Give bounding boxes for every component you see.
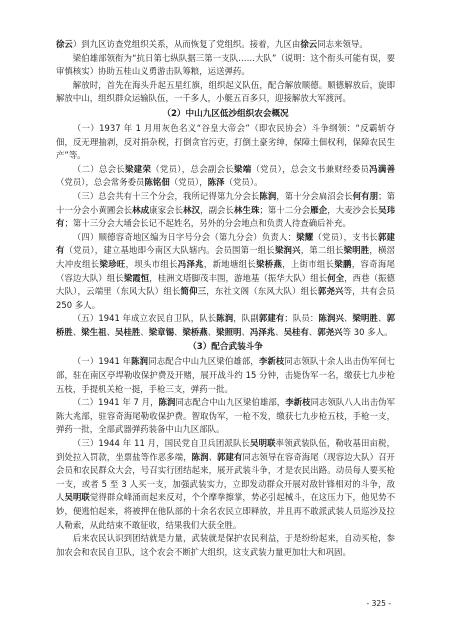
person-name: 何全 xyxy=(327,272,345,283)
person-name: 梁明胜 xyxy=(343,245,370,256)
person-name: 冯泽兆 xyxy=(249,326,276,337)
paragraph: 梁伯雄部领衔为“抗日第七纵队据三第一支队……大队”（说明：这个衔头可能有误，要审慎核实）协助五桂山义勇游击队筹粮，运送弹药。 xyxy=(56,52,395,77)
person-name: 郭建有 xyxy=(258,313,285,324)
person-name: 陈润 xyxy=(216,313,234,324)
paragraph: （三）总会共有十三个分会，我所记得第九分会长陈润，第十分会扁沼会长何有朋；第十一分会小黄圃会长林成康家会长林汉，副会长林生珠；第十二分会雁企，大麦沙会长吴玮有；第十三分会大埇会长记不起姓名，另外的分会地点和负责人待查确后补充。 xyxy=(56,190,396,229)
paragraph: （四）顺德容奇地区编为日字号分会（第九分会）负责人：梁耀（党员），支书长郭建有（党员），建立基地即今南区大队辖内。会员围第一组长梁润兴，第二组长梁明胜，横滘大冲皮组长梁珍旺，坝头市组长冯泽兆，新地塘组长梁桥燕，上街市组长梁鹏，容奇海尾（容边大队）组长梁霞恒，桂洲文塔脚茂丰围，游地基（振华大队）组长何全，西巷（振德大队），云端里（东风大队）组长简仰三，东社文阁（东风大队）组长郭尧兴等，共有会员 250 多人。 xyxy=(56,231,395,310)
person-name: 梁桥燕 xyxy=(256,258,283,269)
paragraph: （一）1937 年 1 月用灰色名义“谷皇大帝会”（即农民协会）斗争纲领：“反霸斩夺佃，反无理抽剥，反对捐杂税，打倒贪官污吏，打倒土豪劣绅，保障土佃权利，保障农民生产”等。 xyxy=(56,122,395,161)
person-name: 何有朋 xyxy=(352,190,379,201)
person-name: 郭建有 xyxy=(56,231,395,256)
person-name: 冯满善 xyxy=(369,163,395,174)
person-name: 陈铭佃 xyxy=(144,177,170,188)
section-heading: （3）配合武装斗争 xyxy=(188,342,263,353)
person-name: 吴桂胜 xyxy=(115,326,141,337)
person-name: 吴明联 xyxy=(64,492,90,503)
person-name: 吴明联 xyxy=(250,438,276,449)
person-name: 梁润兴 xyxy=(274,245,301,256)
person-name: 李新枝 xyxy=(285,397,311,408)
person-name: 梁桥燕 xyxy=(182,326,208,337)
person-name: 林生珠 xyxy=(234,204,260,215)
paragraph: （二）1941 年 7 月，陈润同志配合中山九区梁伯雄部，李新枝同志领队八人出击伪军陈大兆部，驻容奇海尾勒收保护费。智取伪军，一枪不发，缴获七九步枪五枝，手枪一支，弹药一批，全部武器弹药装备中山九区部队。 xyxy=(56,397,396,435)
person-name: 梁霞恒 xyxy=(123,272,150,283)
person-name: 林成 xyxy=(132,204,150,215)
paragraph: （三）1944 年 11 月，国民党自卫兵团派队长吴明联率领武装队伍，勒收基田亩税，到处拉入罚款，坐票盐等作恶多端，陈润、郭建有同志领导在容奇海尾（现容边大队）召开会员和农民群众大会，号召实行团结起来，展开武装斗争，才是农民出路。动员每人要买枪一支，或者 5 至 3 人买一支，加强武装实力，立即发动群众开展对敌针锋相对的斗争，敌人吴明联觉得群众峰涌而起来反对，个个摩拳擦掌，势必引起械斗，在这压力下，他见势不妙，便逃怕起来，将被押在他队部的十余名农民立即释放，并且再不敢派武装人员巡沙及拉人勒索，从此结束不敢征收，结果我们大获全胜。 xyxy=(56,438,395,530)
person-name: 李新枝 xyxy=(258,356,285,367)
person-name: 郭建有 xyxy=(217,451,243,462)
paragraph: （二）总会长梁建荣（党员），总会副会长梁端（党员），总会文书兼财经委员冯满善（党员），总会常务委员陈铭佃（党员），陈泽（党员）。 xyxy=(56,163,395,188)
person-name: 梁鹏 xyxy=(334,258,352,269)
page-number: - 325 - xyxy=(366,599,391,608)
person-name: 梁照明 xyxy=(216,326,242,337)
person-name: 梁章锡 xyxy=(148,326,175,337)
person-name: 梁耀 xyxy=(296,231,314,242)
person-name: 郭桥胜 xyxy=(56,313,395,337)
person-name: 梁明胜 xyxy=(352,313,379,324)
person-name: 徐云 xyxy=(56,39,73,49)
paragraph: 徐云）到九区访查党组织关系，从而恢复了党组织。接着，九区由徐云同志来领导。 xyxy=(56,39,368,49)
person-name: 徐云 xyxy=(300,39,318,49)
person-name: 陈润兴 xyxy=(318,313,344,324)
person-name: 陈润 xyxy=(191,451,209,462)
person-name: 简仰三 xyxy=(180,286,207,297)
person-name: 郭尧兴 xyxy=(317,286,344,297)
person-name: 郭尧兴 xyxy=(317,326,343,337)
paragraph: （一）1941 年陈润同志配合中山九区梁伯雄部，李新枝同志领队十余人出击伪军何七部，驻在南区亭垾勒收保护费及开赌，展开战斗约 15 分钟，击毙伪军一名，缴获七九步枪五枝，手提机关枪一挺，手枪三支，弹药一批。 xyxy=(56,356,395,394)
person-name: 雁企 xyxy=(310,204,328,215)
document-body xyxy=(56,38,395,559)
person-name: 陈泽 xyxy=(207,177,225,188)
person-name: 陈润 xyxy=(131,356,149,367)
person-name: 梁珍旺 xyxy=(99,258,126,269)
person-name: 林汉 xyxy=(183,204,201,215)
person-name: 吴桂有 xyxy=(283,326,309,337)
paragraph: 后来农民认识到团结就是力量，武装就是保护农民利益，于是纷纷起来，自动买枪，参加农会和农民自卫队，这个农会不断扩大组织，这支武装力量更加壮大和巩固。 xyxy=(56,533,395,557)
person-name: 梁建荣 xyxy=(125,163,152,174)
person-name: 陈润 xyxy=(259,190,277,201)
section-heading: （2）中山九区低沙组织农会概况 xyxy=(162,108,289,119)
paragraph: 解放时，首先在海头升起五星红旗，组织起义队伍，配合解放顺德。顺德解放后，旋即解放中山，组织群众运输队伍，一千多人，小艇五百多只，迎接解放大军渡河。 xyxy=(56,79,395,104)
paragraph: （五）1941 年成立农民自卫队，队长陈润，队副郭建有；队员：陈润兴、梁明胜、郭桥胜、梁生祖、吴桂胜、梁章锡、梁桥燕、梁照明、冯泽兆、吴桂有、郭尧兴等 30 多人。 xyxy=(56,313,395,337)
person-name: 吴玮有 xyxy=(56,204,396,229)
person-name: 梁生祖 xyxy=(81,326,107,337)
person-name: 梁端 xyxy=(234,163,252,174)
person-name: 陈润 xyxy=(158,397,176,408)
person-name: 冯泽兆 xyxy=(177,258,204,269)
